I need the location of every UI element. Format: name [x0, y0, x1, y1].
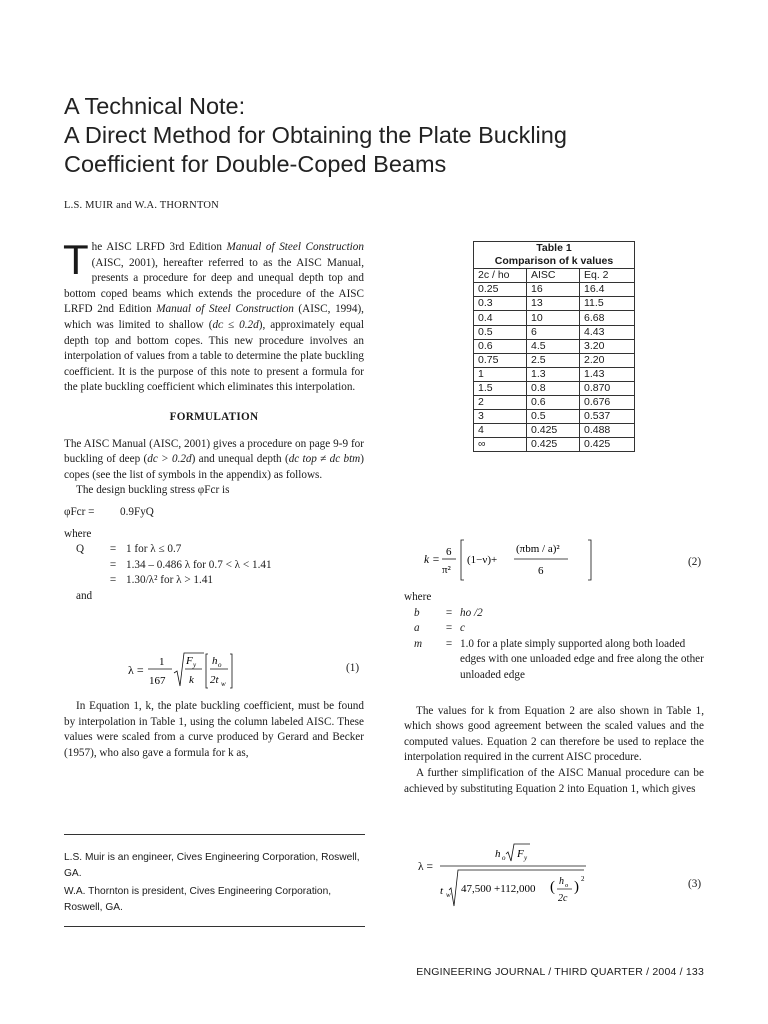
table-cell: 0.5 [474, 325, 527, 339]
table-cell: 0.425 [527, 424, 580, 438]
table-cell: 0.6 [527, 396, 580, 410]
table-cell: 6 [527, 325, 580, 339]
svg-text:(: ( [550, 879, 555, 895]
q-definition [64, 542, 364, 589]
svg-text:(1−ν)+: (1−ν)+ [467, 554, 498, 566]
svg-text:(πbm / a)²: (πbm / a)² [516, 543, 560, 555]
table-cell: 1.5 [474, 381, 527, 395]
table-cell: 3.20 [580, 339, 635, 353]
title-line-1: A Technical Note: [64, 93, 246, 119]
definition-row: b = ho /2 [414, 606, 483, 619]
svg-text:): ) [574, 879, 579, 895]
equation-2-graphic [424, 536, 604, 586]
q-row: = 1.30/λ² for λ > 1.41 [109, 574, 214, 587]
svg-text:y: y [193, 661, 197, 669]
table-cell: 0.537 [580, 410, 635, 424]
table-cell: 0.3 [474, 297, 527, 311]
table-cell: 16 [527, 283, 580, 297]
authors: L.S. MUIR and W.A. THORNTON [64, 200, 219, 211]
table-cell: 0.676 [580, 396, 635, 410]
svg-text:h: h [212, 655, 218, 667]
equation-3-graphic [418, 840, 598, 912]
table-cell: 1 [474, 367, 527, 381]
table-1 [473, 241, 635, 452]
table-row [474, 283, 635, 297]
svg-text:h: h [559, 876, 564, 887]
svg-text:F: F [186, 655, 193, 667]
svg-text:6: 6 [538, 565, 544, 577]
table-cell: 0.4 [474, 311, 527, 325]
table-cell: 2 [474, 396, 527, 410]
column-header: 2c / ho [474, 269, 527, 283]
svg-text:167: 167 [149, 675, 166, 687]
table-row [474, 325, 635, 339]
column-header: Eq. 2 [580, 269, 635, 283]
table-cell: ∞ [474, 438, 527, 452]
article-title [64, 92, 724, 179]
footnote-top-rule [64, 834, 365, 835]
table-cell: 2.20 [580, 353, 635, 367]
title-line-3: Coefficient for Double-Coped Beams [64, 151, 447, 177]
svg-text:h: h [495, 848, 501, 860]
svg-text:2c: 2c [558, 893, 568, 904]
svg-text:1: 1 [159, 656, 165, 668]
table-row [474, 438, 635, 452]
q-row: Q = 1 for λ ≤ 0.7 [76, 543, 182, 556]
table-row [474, 424, 635, 438]
equation-1-graphic [128, 648, 238, 694]
table-cell: 0.425 [580, 438, 635, 452]
table-cell: 10 [527, 311, 580, 325]
table-cell: 4 [474, 424, 527, 438]
table-cell: 16.4 [580, 283, 635, 297]
table-caption: Table 1 [474, 242, 635, 256]
svg-text:o: o [565, 882, 569, 889]
svg-text:o: o [502, 854, 506, 862]
footnote-author-1: L.S. Muir is an engineer, Cives Engineering Corporation, Roswell, GA. [64, 852, 360, 879]
drop-cap: T [63, 236, 89, 283]
table-cell: 0.5 [527, 410, 580, 424]
svg-text:w: w [446, 891, 451, 899]
definition-row: m = 1.0 for a plate simply supported along both loaded edges with one unloaded edge and free along the other unloaded edge [414, 637, 704, 681]
table-row [474, 311, 635, 325]
table-cell: 0.870 [580, 381, 635, 395]
equation-3 [418, 840, 598, 915]
table-cell: 0.75 [474, 353, 527, 367]
design-stress-intro: The design buckling stress φFcr is [76, 484, 230, 497]
table-cell: 4.5 [527, 339, 580, 353]
where-label: where [404, 591, 432, 603]
paragraph-simplification: A further simplification of the AISC Manual procedure can be achieved by substituting Equation 2 into Equation 1, which gives [404, 766, 704, 795]
svg-text:6: 6 [446, 546, 452, 558]
table-cell: 0.425 [527, 438, 580, 452]
footnote-author-2: W.A. Thornton is president, Cives Engineering Corporation, Roswell, GA. [64, 886, 332, 913]
table-row [474, 410, 635, 424]
table-cell: 6.68 [580, 311, 635, 325]
paragraph-eq2-values: The values for k from Equation 2 are also shown in Table 1, which shows good agreement between the scaled values and the computed values. Equation 2 can therefore be used to replace the interpolation required in the current AISC procedure. [404, 704, 704, 764]
table-cell: 0.6 [474, 339, 527, 353]
svg-text:k: k [189, 674, 194, 686]
table-cell: 1.43 [580, 367, 635, 381]
svg-text:π²: π² [442, 564, 451, 576]
svg-text:47,500 +112,000: 47,500 +112,000 [461, 883, 536, 895]
svg-text:λ =: λ = [128, 663, 144, 677]
table-cell: 0.25 [474, 283, 527, 297]
where-definitions [404, 606, 704, 684]
equation-1 [128, 648, 238, 697]
section-heading-formulation: FORMULATION [169, 410, 259, 423]
author-footnotes [64, 850, 366, 918]
table-row [474, 367, 635, 381]
equation-3-number: (3) [688, 878, 702, 890]
svg-text:λ =: λ = [418, 861, 433, 873]
table-cell: 0.488 [580, 424, 635, 438]
equation-fcr: φFcr = 0.9FyQ [64, 505, 154, 518]
svg-text:y: y [524, 854, 528, 862]
title-line-2: A Direct Method for Obtaining the Plate Buckling [64, 122, 567, 148]
table-cell: 4.43 [580, 325, 635, 339]
table-cell: 1.3 [527, 367, 580, 381]
table-cell: 13 [527, 297, 580, 311]
intro-paragraph: The AISC LRFD 3rd Edition Manual of Steel Construction (AISC, 2001), hereafter referred to as the AISC Manual, presents a procedure for deep and unequal depth top and bottom coped beams which extends the procedure of the AISC LRFD 2nd Edition Manual of Steel Construction (AISC, 1994), which was limited to shallow (dᴄ ≤ 0.2d), approximately equal depth top and bottom copes. This new procedure involves an interpolation of values from a table to determine the plate buckling coefficient. It is the purpose of this note to present a formula for the plate buckling coefficient which eliminates this interpolation. [63, 236, 364, 394]
footnote-bottom-rule [64, 926, 365, 927]
table-row [474, 297, 635, 311]
q-row: = 1.34 – 0.486 λ for 0.7 < λ < 1.41 [109, 558, 272, 571]
right-column [404, 590, 704, 797]
svg-text:w: w [221, 680, 226, 688]
equation-2 [424, 536, 604, 589]
table-row [474, 396, 635, 410]
definition-row: a = c [414, 622, 465, 635]
column-header: AISC [527, 269, 580, 283]
table-row [474, 339, 635, 353]
and-label: and [76, 589, 93, 602]
table-header-row [474, 269, 635, 283]
table-body [474, 283, 635, 452]
paragraph-after-eq1: In Equation 1, k, the plate buckling coefficient, must be found by interpolation in Table 1, using the column labeled AISC. These values were scaled from a curve produced by Gerard and Becker (1957), who also gave a formula for k as, [64, 700, 364, 759]
table-cell: 0.8 [527, 381, 580, 395]
equation-1-number: (1) [346, 662, 360, 674]
equation-2-number: (2) [688, 556, 702, 568]
svg-text:2t: 2t [210, 674, 219, 686]
svg-text:t: t [440, 885, 444, 897]
table-row [474, 353, 635, 367]
page-footer: ENGINEERING JOURNAL / THIRD QUARTER / 2004 / 133 [416, 966, 704, 978]
table-cell: 11.5 [580, 297, 635, 311]
svg-text:o: o [218, 661, 222, 669]
table-row [474, 381, 635, 395]
svg-text:F: F [517, 848, 524, 860]
svg-text:k =: k = [424, 554, 440, 566]
formulation-paragraph: The AISC Manual (AISC, 2001) gives a procedure on page 9-9 for buckling of deep (dc > 0.2d) and unequal depth (dc top ≠ dc btm) copes (see the list of symbols in the appendix) as follows. [64, 437, 364, 481]
left-column [63, 236, 364, 604]
where-label: where [64, 527, 92, 540]
table-cell: 3 [474, 410, 527, 424]
table-cell: 2.5 [527, 353, 580, 367]
svg-text:2: 2 [581, 875, 585, 883]
table-caption-subtitle: Comparison of k values [474, 255, 635, 269]
